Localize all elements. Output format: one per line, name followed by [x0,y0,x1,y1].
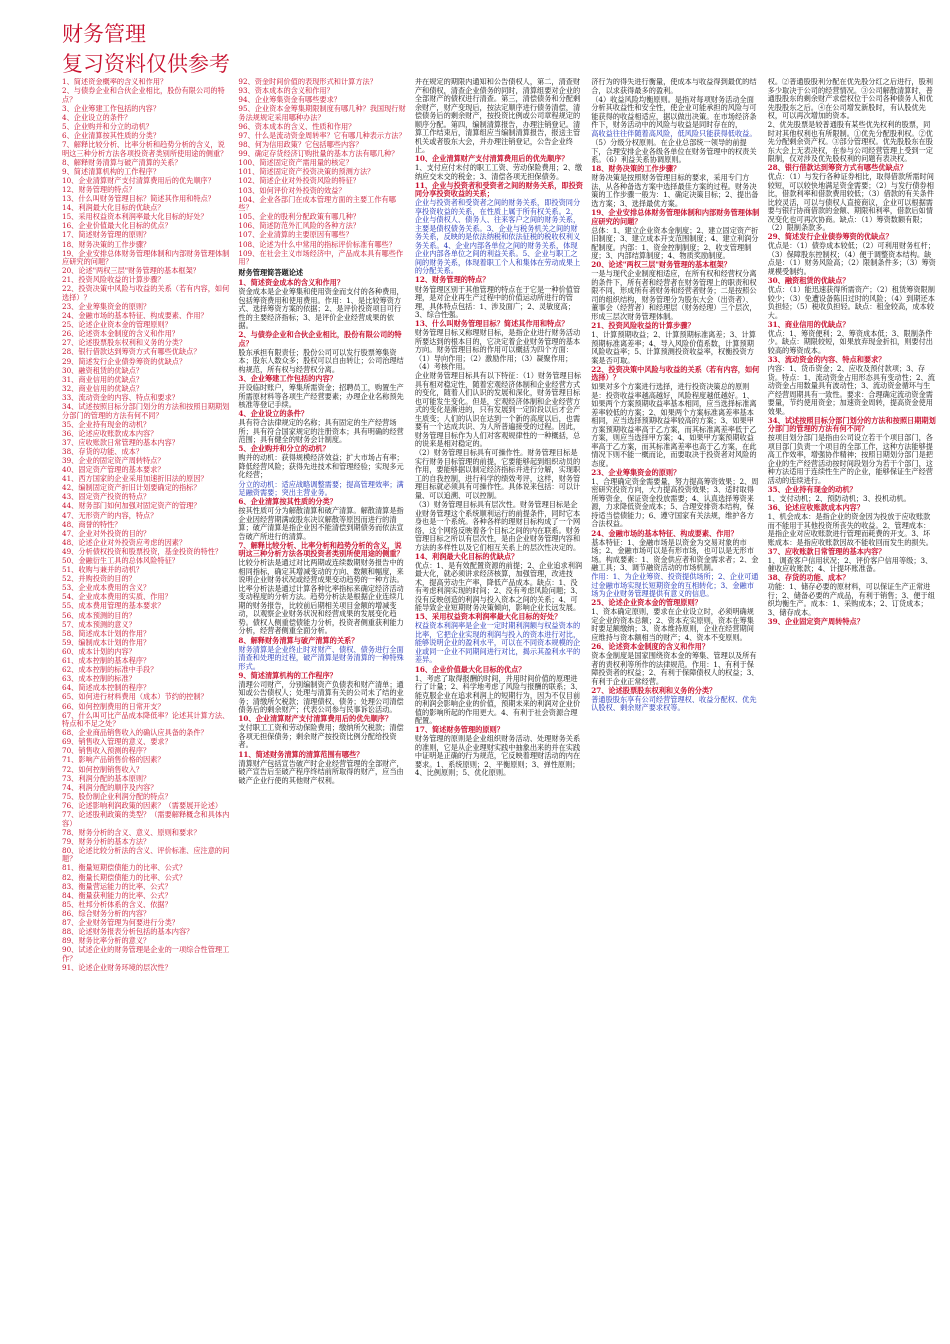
question-item: 62、成本控制的标准中手段？ [62,665,158,675]
answer-text: 优点：1、是有效配置资源的前提；2、企业追求利润最大化，就必须讲求经济核算，加强管理，改进技术，提高劳动生产率，降低产品成本。缺点：1、没有考虑利润实现的时间；2、没有考虑风险问题；3、没有反映创造的利润与投入资本之间的关系；4、可能导致企业短期财务决策倾向，影响企业长远发展。 [414,560,583,613]
question-item: 4、企业设立的条件？ [62,112,132,122]
question-item: 47、企业对外投资的目的？ [62,528,151,538]
question-item: 27、论述股票股东权利和义务的分类？ [62,338,187,348]
question-item: 72、如何控制销售收入？ [62,764,144,774]
question-item: 16、企业价值最大化目标的优点？ [62,221,172,231]
question-item: 17、简述财务管理的原则？ [62,230,151,240]
answer-heading: 14、利润最大化目标的优缺点？ [414,551,519,561]
answer-heading: 5、企业购并和分立的动机？ [238,444,330,454]
question-item: 44、财务部门如何加强对固定资产的管理？ [62,501,201,511]
question-item: 107、企业清算的主要原因有哪些？ [238,230,353,240]
answer-heading: 35、企业持有现金的动机？ [767,484,857,494]
question-item: 36、论述应收账款成本内容？ [62,428,158,438]
question-item: 9、简述清算机构的工作程序？ [62,166,161,176]
answer-heading: 7、解释比较分析、比率分析和趋势分析的含义，说明这三种分析方法各项投资者类别所使用途的侧重？ [238,540,404,559]
answer-text: （5）分级分权原则。在企业总部统一领导的前提下，合理安排企业各级各单位在财务管理中的权责关系。（6）利益关系协调原则。 [591,138,757,165]
answer-heading: 3、企业筹建工作包括的内容？ [238,373,337,383]
answer-text: 权益资本利润率是企业一定时期利润额与权益资本的比率，它把企业实现的利润与投入的资本进行对比，能够说明企业的盈利水平，可以在不同资本规模的企业或同一企业不同期间进行对比，揭示其盈利水平的差异。 [414,621,581,665]
answer-heading: 23、企业筹集资金的原则？ [591,467,681,477]
answer-heading: 25、论述企业资本金的管理原则？ [591,598,702,608]
question-item: 57、成本预测的意义？ [62,619,136,629]
answer-text: 1、资本确定原则，要求在企业设立时，必须明确规定企业的资本总额；2、资本充实原则，资本在筹集时要足额缴纳；3、资本维持原则，企业在经营期间应维持与资本额相当的财产；4、资本不变原则。 [591,607,754,642]
question-item: 70、销售收入预测的程序？ [62,746,151,756]
document-header [62,20,230,78]
question-item: 88、论述财务报表分析包括的基本内容？ [62,927,194,937]
question-item: 18、财务决策的工作步骤？ [62,239,151,249]
answer-text: 权。②普通股股利分配在优先股分红之后进行，股利多少取决于公司的经营情况。③公司解散清算时，普通股股东的剩余财产求偿权位于公司各种债务人和优先股股东之后。④在公司增发新股时，有认股优先权，可以再次增加的资本。 [767,78,933,120]
question-item: 1、简述资金概率的含义和作用？ [62,78,168,86]
question-item: 59、编制成本计划的作用？ [62,637,151,647]
answer-text: 企业与投资者和受资者之间的财务关系，即投资同分享投资收益的关系，在性质上属于所有权关系。2、企业与债权人、债务人、往来客户之间的财务关系，主要是债权债务关系。3、企业与税务机关之间的财务关系，反映的是依法纳税和依法征税的税收权利义务关系。4、企业内部各单位之间的财务关系，体现企业内部各单位之间的利益关系。5、企业与职工之间的财务关系，体现着职工个人和集体在劳动成果上的分配关系。 [414,198,581,276]
question-item: 85、杜邦分析体系的含义、依据？ [62,899,172,909]
question-item: 98、何为信用政策？它包括哪些内容？ [238,140,363,150]
answer-heading: 10、企业清算财产支付清算费用后的优先顺序？ [414,154,569,164]
answer-heading: 38、存货的功能、成本？ [767,573,850,583]
question-item: 38、存货的功能、成本？ [62,446,144,456]
question-item: 102、简述企业对外投资风险的特征？ [238,176,360,186]
answer-text: 并在规定的期限内通知和公告债权人，第二，清查财产和债权，清查企业债务的同时，清算组要对企业的全部财产的债权进行清查。第三，清偿债务和分配剩余财产，财产变现后，按法定顺序进行债务清偿，清偿债务后的剩余财产，按投资比例或公司章程规定的顺序分配。第四，编制清算报告，办理注销登记。清算工作结束后，清算组应当编制清算报告，报送主管机关或者股东大会，并办理注销登记，公告企业终止。 [414,78,581,154]
question-item: 83、衡量营运能力的比率、公式？ [62,881,172,891]
question-item: 100、简述固定资产需用量的核定？ [238,158,353,168]
answer-text: 资本金制度是国家围绕资本金的筹集、管理以及所有者的责权利等所作的法律规范。作用：1、有利于保障投资者的权益；2、有利于保障债权人的权益；3、有利于企业正常经营。 [591,651,759,686]
text-column-1 [62,78,230,1334]
answer-text: （2）财务管理目标具有可操作性。财务管理目标是实行财务目标管理的前提，它要能够起到组织动员的作用，要能够据以制定经济指标并进行分解，实现职工的自我控制，进行科学的绩效考评，这样，财务管理目标就必须具有可操作性。具体说来包括：可以计量、可以追溯、可以控制。 [414,448,581,500]
question-item: 104、企业各部门在成本管理方面的主要工作有哪些？ [238,194,396,213]
question-item: 87、企业财务管理为何要进行分类？ [62,917,179,927]
answer-heading: 39、企业固定资产周转特点？ [767,617,864,627]
question-item: 23、企业筹集资金的原则？ [62,301,151,311]
answer-heading: 8、解释财务清算与破产清算的关系？ [238,635,359,645]
question-item: 26、论述资本金制度的含义和作用？ [62,329,179,339]
answer-heading: 18、财务决策的工作步骤？ [591,164,681,174]
question-item: 22、投资决策中风险与收益的关系（若有内容，如何选择）？ [62,284,230,302]
question-item: 58、简述成本计划的作用？ [62,628,151,638]
answer-text: 优点：（1）与发行各种证券相比，取得借款所需时间较短，可以较快地满足资金需要；（2）与发行债券相比，借款利率和借款费用较低；（3）借款的有关条件比较灵活，可以与债权人直接商议，企业可以根据需要与银行协商借款的金额、期限和利率，借款后如情况变化也可再次协商。缺点：（1）筹资数额有限；（2）限制条款多。 [767,172,934,233]
question-item: 33、流动资金的内容、特点和要求？ [62,392,179,402]
answer-text: 分立的动机：适应战略调整需要；提高管理效率；满足融资需要；突出主营业务。 [238,479,404,498]
answer-heading: 2、与债券企业和合伙企业相比，股份有限公司的特点？ [238,330,402,348]
answer-text: 资金成本是企业筹集和使用资金而支付的各种费用，包括筹资费用和使用费用。作用：1、是比较筹资方式、选择筹资方案的依据；2、是评价投资项目可行性的主要经济指标；3、是评价企业经营成果的依据。 [238,287,404,331]
question-item: 91、论述企业财务环境的层次性？ [62,962,172,972]
question-item: 47、无形资产的内容，特点？ [62,510,158,520]
answer-text: 股东承担有限责任；股份公司可以发行股票筹集资本；股东人数众多；股权可以自由转让；公司治理结构规范，所有权与经营权分离。 [238,347,404,374]
question-item: 32、商业信用的优缺点？ [62,383,144,393]
question-item: 56、成本预测的目的？ [62,610,136,620]
answer-text: 一是与现代企业制度相适应，在所有权和经营权分离的条件下，所有者和经营者在财务管理上的职责和权限不同，形成所有者财务和经营者财务；二是按照公司的组织结构，财务管理分为股东大会（出资者）、董事会（经营者）和经理层（财务经理）三个层次，形成三层次财务管理体制。 [591,269,757,321]
question-item: 105、企业的股利分配政策有哪几种？ [238,212,360,222]
answer-heading: 28、银行借款达到筹资方式有哪些优缺点？ [767,163,908,173]
answer-text: 财务管理区别于其他管理的特点在于它是一种价值管理，是对企业再生产过程中的价值运动所进行的管理，具体特点包括：1、涉及面广；2、灵敏度高；3、综合性强。 [414,284,581,320]
question-item: 3、企业筹建工作包括的内容？ [62,103,161,113]
answer-text: 清算财产包括宣告破产时企业经营管理的全部财产，破产宣告后至破产程序终结前所取得的财产，应当由破产企业行使的其他财产权利。 [238,758,404,785]
question-item: 94、企业筹集资金有哪些要求？ [238,95,341,105]
question-item: 109、在社会主义市场经济中，产品成本具有哪些作用？ [238,248,404,267]
question-item: 49、分析债权投资和股票投资，基金投资的特性？ [62,546,223,556]
question-item: 82、衡量长期偿债能力的比率、公式？ [62,872,187,882]
answer-text: 2、优先股票是较普通股有某些优先权利的股票，同时对其他权利也有所限制。①优先分配股利权。②优先分配剩余资产权。③部分管理权。优先股股东在股东大会上无表决权，在参与公司经营管理上受到一定限制，仅对涉及优先股权利的问题有表决权。 [767,120,933,164]
answer-text: 高收益往往伴随着高风险，低风险只能获得低收益。 [591,129,757,139]
text-column-5 [768,78,936,1334]
answer-heading: 1、简述资金成本的含义和作用？ [238,278,345,288]
section-heading: 财务管理简答题论述 [238,267,304,277]
question-item: 8、解释财务清算与破产清算的关系？ [62,157,182,167]
answer-heading: 36、论述应收账款成本内容？ [767,503,864,512]
question-item: 77、论述股利政策的类型？（需要解释概念和具体内容） [62,810,230,828]
question-item: 48、商誉的特性？ [62,519,122,529]
answer-text: 财务管理目标又称理财目标，是指企业进行财务活动所要达到的根本目的，它决定着企业财务管理的基本方向。财务管理目标的作用可以概括为四个方面：（1）导向作用；（2）激励作用；（3）凝聚作用；（4）考核作用。 [414,328,581,372]
question-item: 99、确定存货经济订购批量的基本方法有哪几种？ [238,149,399,159]
question-item: 54、企业成本费用的实质、作用？ [62,592,172,602]
text-column-2 [238,78,406,1334]
question-item: 12、财务管理的特点？ [62,184,136,194]
answer-heading: 31、商业信用的优缺点？ [767,319,850,329]
answer-text: 1、计算预期收益；2、计算预期标准离差；3、计算预期标准离差率；4、导入风险价值系数，计算预期风险收益率；5、计算预测投资收益率，权衡投资方案是否可取。 [591,330,756,365]
question-item: 97、什么是流动资金周转率？它有哪几种表示方法？ [238,130,406,140]
answer-heading: 22、投资决策中风险与收益的关系（若有内容，如何选择）？ [591,364,760,383]
question-item: 55、成本费用管理的基本要求？ [62,601,165,611]
answer-heading: 26、论述资本金制度的含义和作用？ [591,641,710,651]
answer-heading: 33、流动资金的内容、特点和要求？ [767,354,886,364]
answer-text: 优点：（1）能迅速获得所需资产；（2）租赁筹资限制较少；（3）免遭设备陈旧过时的风险；（4）到期还本负担轻；（5）税收负担轻。缺点：租金较高，成本较大。 [767,285,935,320]
answer-heading: 20、论述"两权三层"财务管理的基本框架？ [591,260,731,270]
question-item: 50、金融衍生工具的总体风险特征？ [62,556,179,565]
answer-heading: 12、财务管理的特点？ [414,275,490,285]
question-item: 60、成本计划的内容？ [62,646,136,656]
question-item: 10、企业清算财产支付清算费用后的优先顺序？ [62,175,215,185]
answer-heading: 37、应收账款日常管理的基本内容？ [767,546,886,556]
question-item: 6、企业清算按其性质的分类？ [62,130,161,140]
question-item: 5、企业购并和分立的动机？ [62,121,153,131]
question-item: 48、论述企业对外投资应考虑的因素？ [62,537,187,547]
question-item: 53、企业成本费用的含义？ [62,583,151,593]
question-item: 75、股份制企业利润分配的特点？ [62,791,172,801]
answer-heading: 9、简述清算机构的工作程序？ [238,670,337,680]
text-column-3 [415,78,583,1334]
question-item: 21、投资风险收益的计算步骤？ [62,275,165,285]
question-item: 80、论述比较分析法的含义、评价标准、应注意的问题？ [62,845,230,864]
question-item: 24、金融市场的基本特征、构成要素、作用？ [62,311,208,321]
question-item: 79、财务分析的基本方法？ [62,836,151,846]
question-item: 101、简述固定资产投资决策的预测方法？ [238,167,375,177]
answer-heading: 16、企业价值最大化目标的优点？ [414,664,526,674]
question-item: 7、解释比较分析、比率分析和趋势分析的含义，说明这三种分析方法各项投资者类别所使用途的侧重？ [62,140,228,158]
answer-text: 普通股股东享有公司经营管理权、收益分配权、优先认股权、剩余财产要求权等。 [591,694,757,713]
question-item: 19、企业安排总体财务管理体制和内部财务管理体制应研究的问题？ [62,248,230,267]
question-item: 43、固定资产投资的特点？ [62,492,151,502]
question-item: 63、成本控制的标准？ [62,674,136,684]
question-item: 68、企业商品销售收入的确认应具备的条件？ [62,728,208,738]
answer-heading: 13、什么叫财务管理目标？简述其作用和特点？ [414,319,569,329]
answer-text: 财务清算是企业终止时对财产、债权、债务进行全面清查和处理的过程，破产清算是财务清算的一种特殊形式。 [238,644,404,671]
question-item: 78、财务分析的含义、意义、原则和要求？ [62,827,201,837]
answer-text: 比较分析法是通过对比两期或连续数期财务报告中的相同指标，确定其增减变动的方向、数额和幅度，来说明企业财务状况或经营成果变动趋势的一种方法。比率分析法是通过计算各种比率指标来确定经济活动变动程度的分析方法。趋势分析法是根据企业连续几期的财务报告，比较前后期相关项目金额的增减变动，以观察企业财务状况和经营成果的发展变化趋势。债权人侧重偿债能力分析，投资者侧重获利能力分析，经营者侧重全面分析。 [238,558,404,636]
answer-heading: 34、试述按照目标分部门划分的方法和按照日期期划分部门的管理的方法有何不同？ [767,415,936,434]
answer-heading: 17、简述财务管理的原则？ [414,725,504,735]
answer-text: 按项目划分部门是指由公司设立若干个项目部门，各项目部门负责一个项目的全部工作，这种方法能够提高工作效率，增强协作精神；按照日期划分部门是把企业的生产经营活动按时间段划分为若干个部门，这种方法适用于连续性生产的企业，能够保证生产经营活动的连续进行。 [767,433,933,485]
answer-heading: 30、融资租赁的优缺点？ [767,276,850,286]
answer-text: 优点是：（1）债券成本较低；（2）可利用财务杠杆；（3）保障股东控制权；（4）便于调整资本结构。缺点是：（1）财务风险高；（2）限制条件多；（3）筹资规模受制约。 [767,241,936,276]
question-item: 64、简述成本控制的程序？ [62,683,151,693]
answer-text: 1、调查客户信用状况；2、评价客户信用等级；3、催收应收账款；4、计提坏账准备。 [767,555,933,574]
question-item: 61、成本控制的基本程序？ [62,656,151,666]
question-item: 92、资金时间价值的表现形式和计算方法？ [238,78,377,86]
document-title: 财务管理 [62,22,146,46]
answer-heading: 10、企业清算财产支付清算费用后的优先顺序？ [238,714,393,724]
document-subtitle: 复习资料仅供参考 [62,52,230,76]
answer-heading: 27、论述股票股东权利和义务的分类？ [591,685,717,695]
answer-text: 具有符合法律规定的名称；具有固定的生产经营场所；具有符合国家规定的注册资本；具有明确的经营范围；具有健全的财务会计制度。 [238,418,404,445]
question-item: 31、商业信用的优缺点？ [62,374,144,384]
answer-text: 开设临时账户，筹集所需资金；招聘员工，购置生产所需原材料等各项生产经营要素；办理企业名称预先核准等登记手续。 [238,383,404,410]
question-item: 93、资本成本的含义和作用？ [238,86,334,96]
answer-text: （3）财务管理目标具有层次性。财务管理目标是企业财务管理这个系统顺利运行的前提条件，同时它本身也是一个系统。各种各样的理财目标构成了一个网络，这个网络反映着各个目标之间的内在联系。财务管理目标之所以有层次性，是由企业财务管理内容和方法的多样性以及它们相互关系上的层次性决定的。 [414,500,581,552]
answer-text: 按其性质可分为解散清算和破产清算。解散清算是指企业因经营期满或股东决议解散等原因而进行的清算；破产清算是指企业因不能清偿到期债务而依法宣告破产所进行的清算。 [238,506,404,541]
answer-text: 企业财务管理目标具有以下特征：（1）财务管理目标具有相对稳定性，随着宏观经济体制和企业经营方式的变化，随着人们认识的发展和深化，财务管理目标也可能发生变化。但是，宏观经济体制和企业经营方式的变化是渐进的，只有发展到一定阶段以后才会产生质变；人们的认识在达到一个新的高度以后，也需要有一个达成共识、为人所普遍接受的过程。因此，财务管理目标作为人们对客观规律性的一种概括，总的说来是相对稳定的。 [414,371,582,449]
question-item: 95、企业资本金筹集期限制度有哪几种？我国现行财务法规规定采用哪种办法？ [238,104,406,122]
answer-text: 财务管理的原则是企业组织财务活动、处理财务关系的准则，它是从企业理财实践中抽象出来的并在实践中证明是正确的行为规范，它反映着理财活动的内在要求。1、系统原则；2、平衡原则；3、弹性原则；4、比例原则；5、优化原则。 [414,734,581,778]
question-item: 29、简述发行企业债券筹资的优缺点？ [62,356,187,366]
question-item: 13、什么叫财务管理目标？简述其作用和特点？ [62,194,215,204]
answer-heading: 11、简述财务清算的清算范围有哪些？ [238,749,364,759]
question-item: 96、资本成本的含义、性质和作用？ [238,121,356,131]
question-item: 81、衡量短期偿债能力的比率、公式？ [62,863,187,873]
answer-heading: 15、采用权益资本利润率最大化目标的好处？ [414,612,562,622]
answer-text: 1、考虑了取得报酬的时间，并用时间价值的原理进行了计量；2、科学地考虑了风险与报酬的联系；3、能克服企业在追求利润上的短期行为，因为不仅目前的利润会影响企业的价值，预期未来的利润对企业价值的影响所起的作用更大。4、有利于社会资源合理配置。 [414,673,583,726]
text-column-4 [591,78,759,1334]
question-item: 65、如何进行材料费用（成本）节约的控制？ [62,692,208,702]
answer-text: 济行为的得失进行衡量，使成本与收益得到最优的结合，以求获得最多的盈利。 [591,78,757,95]
answer-text: 1、支付应付未付的职工工资、劳动保险费用；2、缴纳应交未交的税金；3、清偿各项无担保债务。 [414,163,583,181]
answer-heading: 4、企业设立的条件？ [238,409,309,419]
question-item: 76、论述影响利润政策的因素？（需要展开论述） [62,800,223,810]
question-item: 73、利润分配的基本原则？ [62,773,151,783]
answer-text: 基本特征：1、金融市场是以资金为交易对象的市场；2、金融市场可以是有形市场，也可以是无形市场。构成要素：1、资金供应者和资金需求者；2、金融工具；3、调节融资活动的市场机制。 [591,537,759,573]
question-item: 39、企业的固定资产周转特点？ [62,455,165,465]
answer-text: 1、机会成本：是指企业的资金因为投放于应收账款而不能用于其他投资所丧失的收益。2、管理成本：是指企业对应收账款进行管理而耗费的开支。3、坏账成本：是指应收账款因故不能收回而发生的损失。 [767,512,933,547]
question-item: 40、固定资产管理的基本要求？ [62,465,165,475]
question-item: 28、银行借款达到筹资方式有哪些优缺点？ [62,347,201,357]
question-item: 34、试述按照目标分部门划分的方法和按照日期期划分部门的管理的方法有何不同？ [62,402,230,420]
question-item: 35、企业持有现金的动机？ [62,419,151,429]
question-item: 14、利润最大化目标的优缺点？ [62,203,165,213]
answer-text: 功能：1、储存必要的原材料，可以保证生产正常进行；2、储备必要的产成品，有利于销售；3、便于组织均衡生产。成本：1、采购成本；2、订货成本；3、储存成本。 [767,582,935,617]
question-item: 66、如何控制费用的日常开支？ [62,701,165,711]
question-item: 2、与债券企业和合伙企业相比，股份有限公司的特点？ [62,86,225,104]
answer-text: 清理公司财产，分别编制资产负债表和财产清单；通知或公告债权人；处理与清算有关的公司未了结的业务；清缴所欠税款；清理债权、债务；处理公司清偿债务后的剩余财产；代表公司参与民事诉讼活动。 [238,679,404,715]
answer-heading: 6、企业清算按其性质的分类？ [238,497,337,507]
question-item: 15、采用权益资本利润率最大化目标的好处？ [62,212,208,222]
question-item: 89、财务比率分析的意义？ [62,936,151,946]
question-item: 37、应收账款日常管理的基本内容？ [62,437,179,447]
question-item: 67、什么叫可比产品成本降低率？论述其计算方法、特点和不足之处？ [62,710,230,729]
answer-text: 优点：1、筹资便利；2、筹资成本低；3、限制条件少。缺点：期限较短，如果放弃现金折扣，则要付出较高的筹资成本。 [767,328,933,355]
question-item: 84、衡量获利能力的比率、公式？ [62,890,172,900]
answer-text: 如果对多个方案进行选择，进行投资决策总的原则是：投资收益率越高越好，风险程度越低越好。1、如果两个方案预期收益率基本相同，应当选择标准离差率较低的方案；2、如果两个方案标准离差率基本相同，应当选择预期收益率较高的方案；3、如果甲方案预期收益率高于乙方案，而其标准离差率低于乙方案，则应当选择甲方案；4、如果甲方案预期收益率高于乙方案，而其标准离差率也高于乙方案，在此情况下则不能一概而论，而要取决于投资者对风险的态度。 [591,382,757,468]
answer-heading: 29、简述发行企业债券筹资的优缺点？ [767,232,893,242]
answer-text: 财务决策是按照财务管理目标的要求，采用专门方法，从各种备选方案中选择最佳方案的过程。财务决策的工作步骤一般为：1、确定决策目标；2、提出备选方案；3、选择最优方案。 [591,173,759,208]
question-item: 74、利润分配的顺序及内容？ [62,782,158,792]
answer-text: 购并的动机：获得规模经济效益；扩大市场占有率；降低经营风险；获得先进技术和管理经验；实现多元化经营； [238,453,404,480]
question-item: 69、销售收入管理的意义、要求？ [62,737,172,747]
question-item: 30、融资租赁的优缺点？ [62,365,144,375]
question-item: 71、影响产品销售价格的因素？ [62,755,165,765]
answer-text: 1、支付动机；2、预防动机；3、投机动机。 [767,493,911,503]
question-item: 20、论述"两权三层"财务管理的基本框架？ [62,266,200,276]
answer-text: 作用：1、为企业筹资、投资提供场所；2、企业可通过金融市场实现长短期资金的互相转化；3、金融市场为企业财务管理提供有意义的信息。 [591,572,759,599]
answer-text: 内容：1、货币资金；2、应收及预付款项；3、存货。特点：1、流动资金占用形态具有变动性；2、流动资金占用数量具有波动性；3、流动资金循环与生产经营周期具有一致性。要求：合理确定流动资金需要量，节约使用资金；加速资金周转，提高资金使用效果。 [767,364,935,416]
question-item: 86、综合财务分析的内容？ [62,908,151,918]
question-item: 90、试述企业的财务管理是企业的一项综合性管理工作？ [62,945,230,963]
question-item: 51、收购与兼并的动机？ [62,565,144,575]
question-item: 25、论述企业资本金的管理原则？ [62,320,172,330]
question-item: 52、并购投资的目的？ [62,574,136,584]
question-item: 108、论述为什么中常用的指标评价标准有哪些？ [238,239,396,249]
answer-text: 总体：1、建立企业资本金制度；2、建立固定资产折旧制度；3、建立成本开支范围制度；4、建立利润分配制度。内部：1、资金控制制度；2、收支管理制度；3、内部结算制度；4、物质奖励制度。 [591,225,759,261]
answer-text: 1、合理确定资金需要量，努力提高筹资效果；2、周密研究投资方向，大力提高投资效果；3、适时取得所筹资金，保证资金投放需要；4、认真选择筹资来源，力求降低资金成本；5、合理安排资本结构，保持适当偿债能力；6、遵守国家有关法规，维护各方合法权益。 [591,476,759,529]
question-item: 106、简述防范外汇风险的各种方法？ [238,221,360,231]
answer-text: 支付职工工资和劳动保险费用；缴纳所欠税款；清偿各项无担保债务；剩余财产按投资比例分配给投资者。 [238,723,404,750]
answer-heading: 21、投资风险收益的计算步骤？ [591,320,695,330]
question-item: 103、如何评价对外投资的效益？ [238,185,346,195]
answer-text: （4）收益风险均衡原则。是指对每项财务活动全面分析其收益性和安全性，使企业可能承担的风险与可能获得的收益相适应，据以做出决策。在市场经济条件下，财务活动中的风险与收益是同时存在的， [591,94,757,130]
answer-heading: 24、金融市场的基本特征、构成要素、作用？ [591,528,738,538]
text-columns [62,78,936,1334]
question-item: 42、编制固定资产折旧计划要确定的指标？ [62,483,201,493]
answer-heading: 11、企业与投资者和受资者之间的财务关系，即投资同分享投资收益的关系； [414,180,583,199]
answer-heading: 19、企业安排总体财务管理体制和内部财务管理体制应研究的问题？ [591,208,760,226]
question-item: 41、西方国家的企业采用加速折旧法的原因？ [62,474,208,484]
